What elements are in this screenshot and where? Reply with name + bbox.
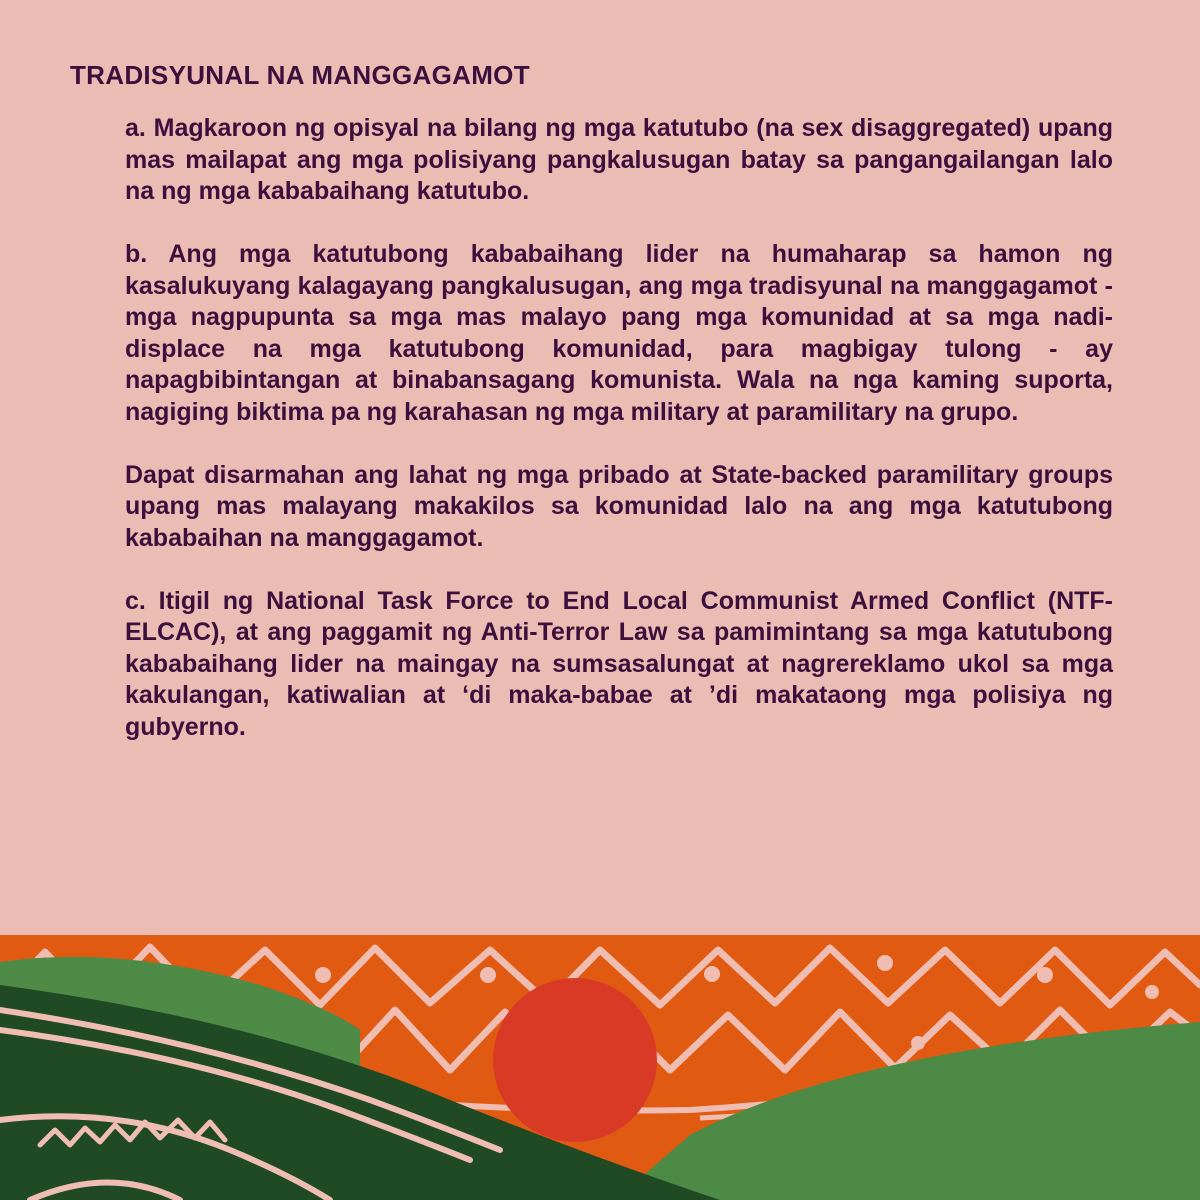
paragraph-a: a. Magkaroon ng opisyal na bilang ng mga katutubo (na sex disaggregated) upang mas mailapat ang mga polisiyang pangkalusugan batay sa pangangailangan lalo na ng mga kababaihang katutubo. xyxy=(125,114,1113,205)
paragraph-b: b. Ang mga katutubong kababaihang lider na humaharap sa hamon ng kasalukuyang kalagayang pangkalusugan, ang mga tradisyunal na manggagamot - mga nagpupunta sa mga mas malayo pang mga komunidad at sa mga nadi-displace na mga katutubong komunidad, para magbigay tulong - ay napagbibintangan at binabansagang komunista. Wala na nga kaming suporta, nagiging biktima pa ng karahasan ng mga military at paramilitary na grupo. xyxy=(125,240,1113,426)
paragraph-c: c. Itigil ng National Task Force to End Local Communist Armed Conflict (NTF-ELCAC), at ang paggamit ng Anti-Terror Law sa pamimintang sa mga katutubong kababaihang lider na maingay na sumsasalungat at nagrereklamo ukol sa mga kakulangan, katiwalian at ‘di maka-babae at ’di makataong mga polisiya ng gubyerno. xyxy=(125,586,1113,741)
sun-icon xyxy=(493,978,657,1142)
page-title: TRADISYUNAL NA MANGGAGAMOT xyxy=(70,60,530,90)
paragraph-disarm: Dapat disarmahan ang lahat ng mga pribado at State-backed paramilitary groups upang mas malayang makakilos sa komunidad lalo na ang mga katutubong kababaihan na manggagamot. xyxy=(125,460,1113,552)
